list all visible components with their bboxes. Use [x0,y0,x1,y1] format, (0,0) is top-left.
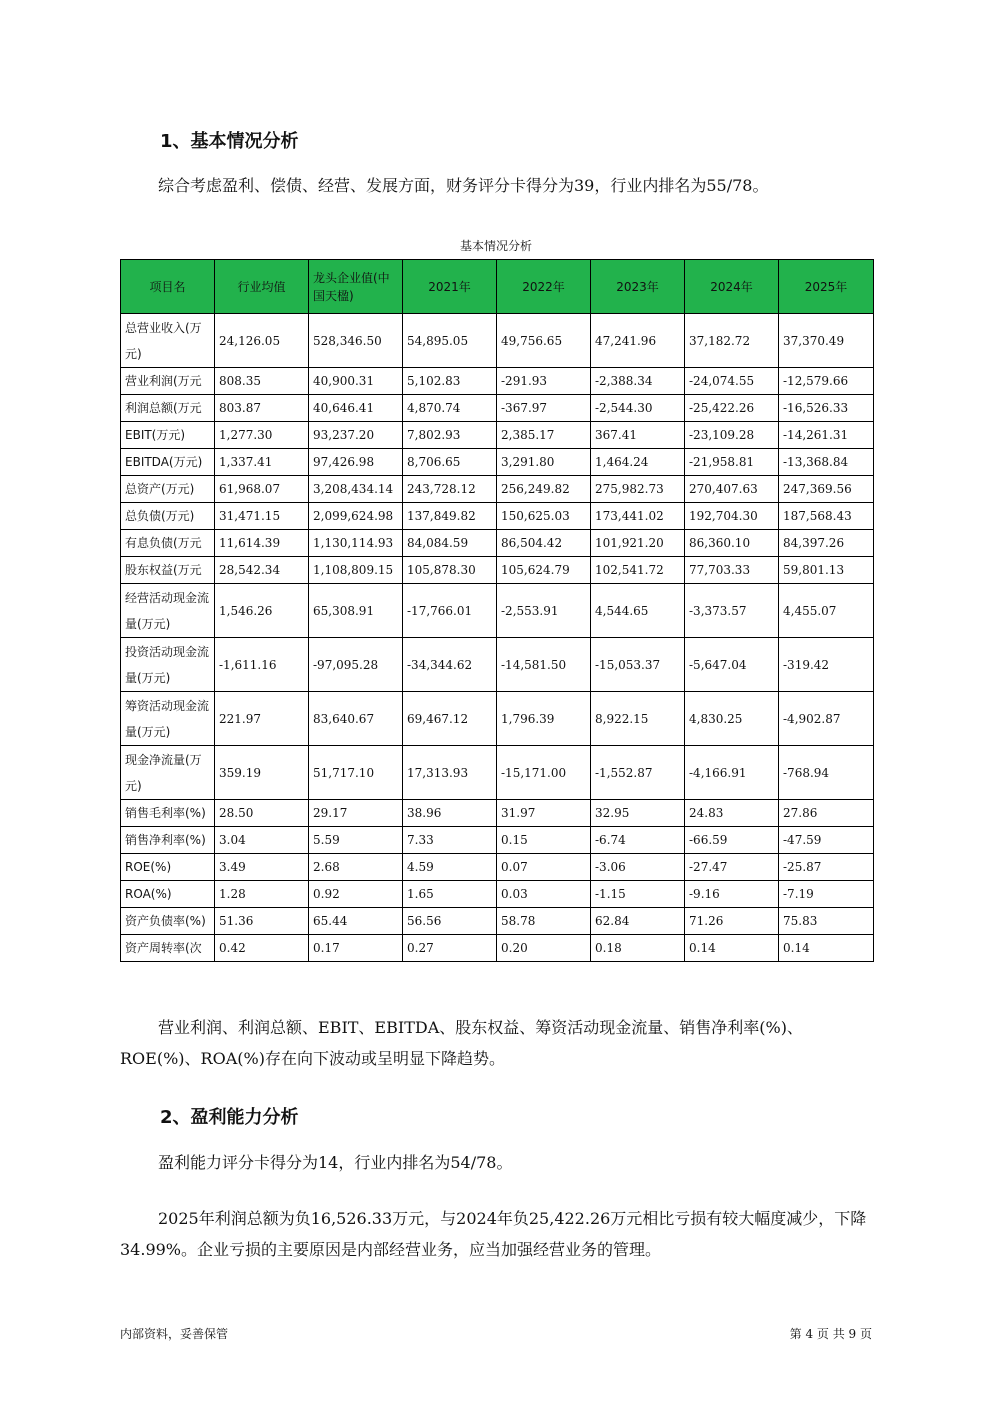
table-cell: 1,546.26 [215,584,309,638]
row-label: 筹资活动现金流量(万元) [121,692,215,746]
trend-paragraph: 营业利润、利润总额、EBIT、EBITDA、股东权益、筹资活动现金流量、销售净利率(%)、ROE(%)、ROA(%)存在向下波动或呈明显下降趋势。 [120,1018,803,1068]
table-cell: 105,878.30 [403,557,497,584]
table-cell: 0.18 [591,935,685,962]
table-row [121,827,874,854]
table-cell: 3.49 [215,854,309,881]
table-cell: -291.93 [497,368,591,395]
table-cell: 1,337.41 [215,449,309,476]
table-cell: 0.14 [779,935,874,962]
table-cell: 1,130,114.93 [309,530,403,557]
table-cell: 275,982.73 [591,476,685,503]
table-cell: 32.95 [591,800,685,827]
table-row [121,692,874,746]
column-header: 2023年 [591,260,685,314]
table-cell: -16,526.33 [779,395,874,422]
column-header: 2021年 [403,260,497,314]
table-row [121,368,874,395]
table-cell: 192,704.30 [685,503,779,530]
basic-analysis-table [120,259,874,962]
table-cell: 51,717.10 [309,746,403,800]
table-cell: -1.15 [591,881,685,908]
table-cell: 173,441.02 [591,503,685,530]
table-cell: -17,766.01 [403,584,497,638]
table-cell: 0.42 [215,935,309,962]
table-cell: 61,968.07 [215,476,309,503]
profit-analysis-paragraph: 2025年利润总额为负16,526.33万元，与2024年负25,422.26万元相比亏损有较大幅度减少，下降34.99%。企业亏损的主要原因是内部经营业务，应当加强经营业务的管理。 [120,1209,867,1259]
table-cell: 0.03 [497,881,591,908]
table-cell: 0.20 [497,935,591,962]
table-cell: 86,504.42 [497,530,591,557]
table-row [121,530,874,557]
table-cell: 17,313.93 [403,746,497,800]
table-row [121,422,874,449]
table-cell: 93,237.20 [309,422,403,449]
row-label: 有息负债(万元 [121,530,215,557]
table-row [121,800,874,827]
table-row [121,854,874,881]
table-cell: 367.41 [591,422,685,449]
table-cell: 69,467.12 [403,692,497,746]
table-cell: -25.87 [779,854,874,881]
table-cell: 3,208,434.14 [309,476,403,503]
table-cell: 803.87 [215,395,309,422]
table-cell: -768.94 [779,746,874,800]
table-cell: -7.19 [779,881,874,908]
table-cell: -3,373.57 [685,584,779,638]
footer-page-number: 第 4 页 共 9 页 [789,1327,872,1341]
table-cell: 105,624.79 [497,557,591,584]
row-label: 现金净流量(万元) [121,746,215,800]
table-cell: -66.59 [685,827,779,854]
table-cell: 102,541.72 [591,557,685,584]
table-cell: -13,368.84 [779,449,874,476]
table-cell: -4,166.91 [685,746,779,800]
table-cell: 1.28 [215,881,309,908]
table-cell: 65,308.91 [309,584,403,638]
table-cell: 71.26 [685,908,779,935]
table-cell: 86,360.10 [685,530,779,557]
column-header: 行业均值 [215,260,309,314]
table-cell: 8,706.65 [403,449,497,476]
table-cell: 150,625.03 [497,503,591,530]
table-cell: 24.83 [685,800,779,827]
table-cell: 2,385.17 [497,422,591,449]
column-header: 项目名 [121,260,215,314]
section-heading: 2、盈利能力分析 [160,1107,299,1128]
table-cell: 29.17 [309,800,403,827]
profitability-score-paragraph: 盈利能力评分卡得分为14，行业内排名为54/78。 [158,1153,513,1172]
table-cell: -5,647.04 [685,638,779,692]
table-cell: 28,542.34 [215,557,309,584]
table-cell: 4,830.25 [685,692,779,746]
table-cell: -27.47 [685,854,779,881]
table-cell: -14,261.31 [779,422,874,449]
table-cell: 97,426.98 [309,449,403,476]
table-cell: 528,346.50 [309,314,403,368]
table-cell: 1,796.39 [497,692,591,746]
table-cell: 49,756.65 [497,314,591,368]
table-cell: -2,388.34 [591,368,685,395]
table-cell: 0.14 [685,935,779,962]
table-cell: 59,801.13 [779,557,874,584]
row-label: EBIT(万元) [121,422,215,449]
table-cell: 3.04 [215,827,309,854]
table-cell: 47,241.96 [591,314,685,368]
table-cell: 101,921.20 [591,530,685,557]
table-cell: -14,581.50 [497,638,591,692]
table-cell: 1,464.24 [591,449,685,476]
column-header: 2022年 [497,260,591,314]
table-cell: 270,407.63 [685,476,779,503]
table-cell: -2,544.30 [591,395,685,422]
table-cell: 27.86 [779,800,874,827]
row-label: EBITDA(万元) [121,449,215,476]
table-row [121,746,874,800]
table-cell: 3,291.80 [497,449,591,476]
table-cell: -1,552.87 [591,746,685,800]
table-cell: -15,171.00 [497,746,591,800]
table-cell: 4.59 [403,854,497,881]
table-cell: 359.19 [215,746,309,800]
column-header: 2024年 [685,260,779,314]
row-label: 利润总额(万元 [121,395,215,422]
table-cell: -3.06 [591,854,685,881]
table-cell: 7,802.93 [403,422,497,449]
table-cell: -24,074.55 [685,368,779,395]
table-cell: 5.59 [309,827,403,854]
table-row [121,935,874,962]
table-cell: 2,099,624.98 [309,503,403,530]
table-cell: 31.97 [497,800,591,827]
table-row [121,314,874,368]
table-cell: 247,369.56 [779,476,874,503]
table-row [121,881,874,908]
table-cell: -12,579.66 [779,368,874,395]
table-cell: 4,455.07 [779,584,874,638]
table-cell: 808.35 [215,368,309,395]
table-cell: 38.96 [403,800,497,827]
table-cell: -319.42 [779,638,874,692]
table-cell: -9.16 [685,881,779,908]
table-cell: 1.65 [403,881,497,908]
row-label: ROA(%) [121,881,215,908]
table-cell: 0.27 [403,935,497,962]
table-row [121,908,874,935]
table-cell: -367.97 [497,395,591,422]
table-cell: 243,728.12 [403,476,497,503]
table-cell: 11,614.39 [215,530,309,557]
table-cell: -21,958.81 [685,449,779,476]
table-cell: 221.97 [215,692,309,746]
table-cell: 77,703.33 [685,557,779,584]
table-row [121,503,874,530]
table-cell: 84,397.26 [779,530,874,557]
table-cell: -4,902.87 [779,692,874,746]
row-label: 经营活动现金流量(万元) [121,584,215,638]
table-cell: -2,553.91 [497,584,591,638]
table-row [121,584,874,638]
table-cell: 31,471.15 [215,503,309,530]
table-row [121,449,874,476]
table-cell: 56.56 [403,908,497,935]
row-label: 投资活动现金流量(万元) [121,638,215,692]
table-caption: 基本情况分析 [459,239,532,253]
section-heading: 1、基本情况分析 [160,131,299,152]
column-header: 2025年 [779,260,874,314]
table-cell: 65.44 [309,908,403,935]
table-row [121,476,874,503]
row-label: 资产负债率(%) [121,908,215,935]
table-cell: 137,849.82 [403,503,497,530]
row-label: 营业利润(万元 [121,368,215,395]
table-cell: 24,126.05 [215,314,309,368]
table-cell: 0.15 [497,827,591,854]
table-cell: 256,249.82 [497,476,591,503]
table-cell: 51.36 [215,908,309,935]
table-cell: 58.78 [497,908,591,935]
table-cell: 4,870.74 [403,395,497,422]
table-cell: 0.92 [309,881,403,908]
table-cell: -15,053.37 [591,638,685,692]
table-cell: 8,922.15 [591,692,685,746]
table-cell: 187,568.43 [779,503,874,530]
row-label: 销售毛利率(%) [121,800,215,827]
table-cell: 4,544.65 [591,584,685,638]
table-cell: -23,109.28 [685,422,779,449]
table-cell: 1,108,809.15 [309,557,403,584]
table-cell: 37,370.49 [779,314,874,368]
table-cell: 0.07 [497,854,591,881]
row-label: 总营业收入(万元) [121,314,215,368]
table-cell: 1,277.30 [215,422,309,449]
row-label: 总资产(万元) [121,476,215,503]
table-cell: 54,895.05 [403,314,497,368]
table-cell: 2.68 [309,854,403,881]
row-label: 总负债(万元) [121,503,215,530]
summary-paragraph: 综合考虑盈利、偿债、经营、发展方面，财务评分卡得分为39，行业内排名为55/78。 [158,176,769,195]
table-cell: 40,900.31 [309,368,403,395]
table-row [121,638,874,692]
table-cell: -47.59 [779,827,874,854]
footer-confidential-note: 内部资料，妥善保管 [120,1327,229,1341]
column-header: 龙头企业值(中国天楹) [309,260,403,314]
table-cell: -34,344.62 [403,638,497,692]
table-cell: 62.84 [591,908,685,935]
table-cell: -1,611.16 [215,638,309,692]
table-row [121,395,874,422]
table-cell: -25,422.26 [685,395,779,422]
table-cell: 37,182.72 [685,314,779,368]
table-cell: 40,646.41 [309,395,403,422]
row-label: ROE(%) [121,854,215,881]
table-cell: -6.74 [591,827,685,854]
table-cell: -97,095.28 [309,638,403,692]
table-cell: 83,640.67 [309,692,403,746]
row-label: 股东权益(万元 [121,557,215,584]
table-row [121,557,874,584]
table-cell: 75.83 [779,908,874,935]
table-header-row [121,260,874,314]
table-cell: 0.17 [309,935,403,962]
table-cell: 28.50 [215,800,309,827]
row-label: 资产周转率(次 [121,935,215,962]
row-label: 销售净利率(%) [121,827,215,854]
table-cell: 7.33 [403,827,497,854]
table-cell: 84,084.59 [403,530,497,557]
table-cell: 5,102.83 [403,368,497,395]
